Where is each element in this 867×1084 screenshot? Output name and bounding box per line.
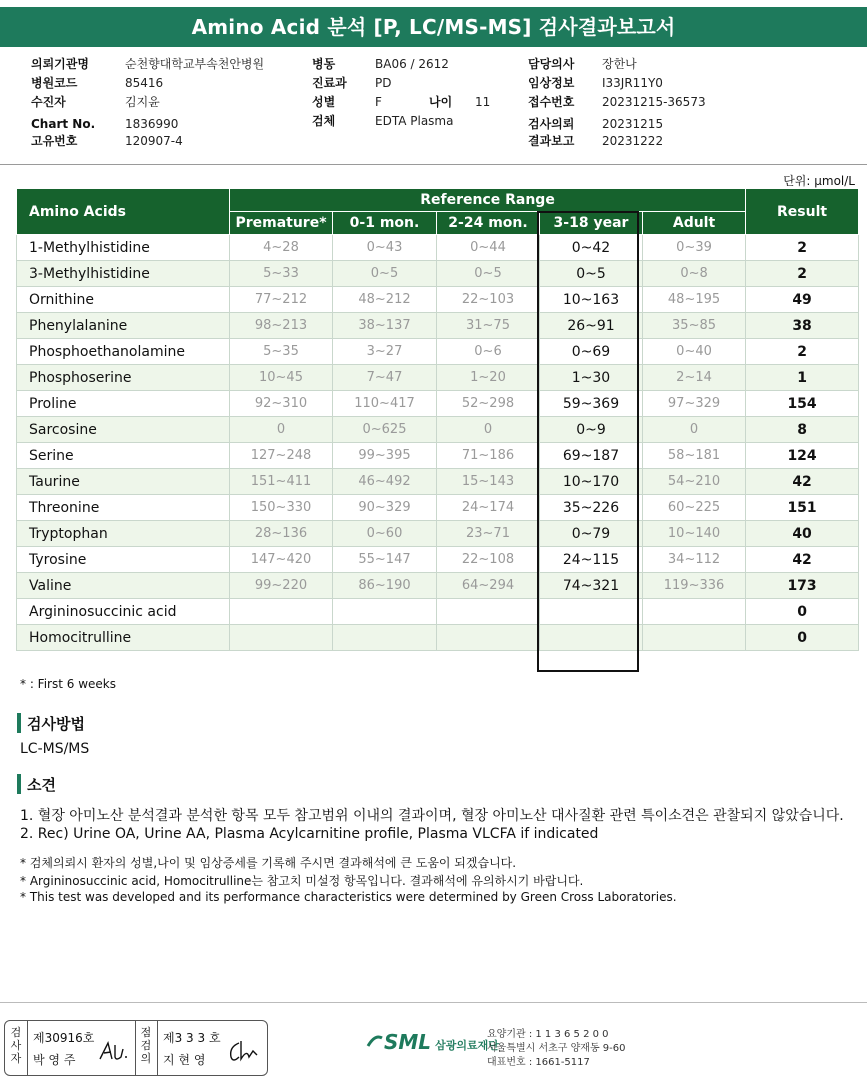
info-label: Chart No. [31,117,96,131]
footer-divider [0,1002,867,1003]
table-row [17,599,859,625]
ref-3-18-year: 1~30 [540,365,643,391]
ref-0-1-mon: 38~137 [333,313,437,339]
method-text: LC-MS/MS [20,741,90,757]
amino-acid-name: Proline [17,391,230,417]
divider [135,1021,136,1075]
range-header-2-24-mon: 2-24 mon. [437,212,540,235]
ref-2-24-mon [437,599,540,625]
info-value: 20231222 [602,134,664,148]
result-value: 8 [746,417,859,443]
ref-3-18-year: 59~369 [540,391,643,417]
info-label: 수진자 [31,95,66,109]
ref-2-24-mon: 22~108 [437,547,540,573]
amino-acid-name: Phosphoserine [17,365,230,391]
table-row [17,287,859,313]
amino-acid-table [16,188,859,651]
ref-0-1-mon: 48~212 [333,287,437,313]
ref-2-24-mon: 31~75 [437,313,540,339]
ref-0-1-mon [333,599,437,625]
checker-name: 지 현 영 [163,1053,206,1067]
ref-3-18-year: 0~5 [540,261,643,287]
result-value: 2 [746,235,859,261]
info-value: F [375,95,382,109]
result-value: 173 [746,573,859,599]
ref-premature: 150~330 [230,495,333,521]
opinion-line: 1. 혈장 아미노산 분석결과 분석한 항목 모두 참고범위 이내의 결과이며, 혈장 아미노산 대사질환 관련 특이소견은 관찰되지 않았습니다. [20,808,844,824]
amino-acid-name: 3-Methylhistidine [17,261,230,287]
table-row [17,235,859,261]
ref-0-1-mon: 0~60 [333,521,437,547]
ref-2-24-mon: 0~44 [437,235,540,261]
ref-2-24-mon: 0~6 [437,339,540,365]
info-value: 장한나 [602,57,637,71]
info-label: 임상정보 [528,76,575,90]
ref-premature: 5~33 [230,261,333,287]
ref-adult: 2~14 [643,365,746,391]
ref-3-18-year: 69~187 [540,443,643,469]
ref-3-18-year [540,625,643,651]
ref-3-18-year: 0~79 [540,521,643,547]
ref-2-24-mon: 15~143 [437,469,540,495]
info-value: 김지윤 [125,95,160,109]
lab-logo-icon [366,1032,384,1052]
age-label: 나이 [429,95,453,109]
ref-2-24-mon: 0~5 [437,261,540,287]
result-value: 0 [746,599,859,625]
info-value: 1836990 [125,117,179,131]
result-value: 42 [746,547,859,573]
table-row [17,417,859,443]
ref-adult: 97~329 [643,391,746,417]
ref-2-24-mon: 52~298 [437,391,540,417]
result-value: 40 [746,521,859,547]
ref-3-18-year: 74~321 [540,573,643,599]
info-value: EDTA Plasma [375,114,454,128]
ref-adult: 10~140 [643,521,746,547]
ref-2-24-mon: 22~103 [437,287,540,313]
amino-acid-name: Serine [17,443,230,469]
table-row [17,521,859,547]
ref-adult: 0 [643,417,746,443]
note-line: * Argininosuccinic acid, Homocitrulline는 참고치 미설정 항목입니다. 결과해석에 유의하시기 바랍니다. [20,874,584,888]
ref-0-1-mon: 86~190 [333,573,437,599]
ref-2-24-mon: 64~294 [437,573,540,599]
amino-acid-name: Tryptophan [17,521,230,547]
reference-range-header: Reference Range [230,189,746,212]
ref-adult: 0~8 [643,261,746,287]
amino-acid-name: 1-Methylhistidine [17,235,230,261]
ref-3-18-year: 0~9 [540,417,643,443]
ref-0-1-mon: 0~625 [333,417,437,443]
ref-premature: 77~212 [230,287,333,313]
tester-signature [97,1037,131,1065]
ref-adult: 0~39 [643,235,746,261]
opinion-heading-text: 소견 [27,776,56,794]
info-value: 순천향대학교부속천안병원 [125,57,265,71]
table-row [17,495,859,521]
amino-acid-name: Homocitrulline [17,625,230,651]
checker-signature [227,1037,263,1065]
ref-premature: 4~28 [230,235,333,261]
amino-acid-name: Taurine [17,469,230,495]
ref-adult: 34~112 [643,547,746,573]
ref-premature: 98~213 [230,313,333,339]
ref-adult: 58~181 [643,443,746,469]
ref-premature: 92~310 [230,391,333,417]
info-value: BA06 / 2612 [375,57,449,71]
result-value: 2 [746,339,859,365]
footnote: * : First 6 weeks [20,677,116,691]
lab-logo [366,1030,499,1054]
ref-2-24-mon: 1~20 [437,365,540,391]
result-value: 49 [746,287,859,313]
ref-2-24-mon: 23~71 [437,521,540,547]
ref-3-18-year: 0~69 [540,339,643,365]
table-row [17,469,859,495]
method-heading-text: 검사방법 [27,715,85,733]
ref-3-18-year: 35~226 [540,495,643,521]
result-header: Result [746,189,859,235]
ref-premature: 5~35 [230,339,333,365]
ref-premature: 99~220 [230,573,333,599]
table-row [17,261,859,287]
table-row [17,339,859,365]
ref-3-18-year: 0~42 [540,235,643,261]
info-value: I33JR11Y0 [602,76,663,90]
amino-acid-name: Ornithine [17,287,230,313]
opinion-line: 2. Rec) Urine OA, Urine AA, Plasma Acylcarnitine profile, Plasma VLCFA if indicated [20,826,599,842]
amino-acids-header: Amino Acids [17,189,230,235]
table-row [17,391,859,417]
ref-premature: 0 [230,417,333,443]
ref-2-24-mon: 71~186 [437,443,540,469]
table-row [17,547,859,573]
info-label: 결과보고 [528,134,575,148]
ref-premature: 28~136 [230,521,333,547]
info-label: 검사의뢰 [528,117,575,131]
opinion-heading [17,774,56,795]
ref-adult [643,625,746,651]
table-row [17,365,859,391]
divider [27,1021,28,1075]
info-value: 85416 [125,76,164,90]
signature-box [4,1020,268,1076]
amino-acid-name: Phenylalanine [17,313,230,339]
tester-name: 박 영 주 [33,1053,76,1067]
result-value: 0 [746,625,859,651]
lab-name: 삼광의료재단 [435,1039,499,1052]
info-label: 성별 [312,95,336,109]
ref-0-1-mon: 0~43 [333,235,437,261]
ref-3-18-year: 24~115 [540,547,643,573]
ref-2-24-mon: 24~174 [437,495,540,521]
amino-acid-name: Tyrosine [17,547,230,573]
section-bar [17,713,21,733]
amino-acid-name: Phosphoethanolamine [17,339,230,365]
ref-0-1-mon: 99~395 [333,443,437,469]
ref-adult: 60~225 [643,495,746,521]
tester-label [8,1026,24,1065]
unit-label: 단위: μmol/L [783,174,855,188]
ref-premature: 151~411 [230,469,333,495]
divider [0,164,867,165]
ref-3-18-year: 26~91 [540,313,643,339]
info-label: 의뢰기관명 [31,57,89,71]
ref-0-1-mon: 90~329 [333,495,437,521]
checker-label [138,1026,154,1065]
ref-0-1-mon: 110~417 [333,391,437,417]
ref-0-1-mon: 46~492 [333,469,437,495]
table-row [17,313,859,339]
ref-premature: 10~45 [230,365,333,391]
range-header-premature: Premature* [230,212,333,235]
ref-premature [230,599,333,625]
lab-address: 서울특별시 서초구 양재동 9-60 [487,1043,626,1054]
info-label: 고유번호 [31,134,78,148]
ref-2-24-mon [437,625,540,651]
ref-0-1-mon: 3~27 [333,339,437,365]
ref-2-24-mon: 0 [437,417,540,443]
info-value: 20231215-36573 [602,95,706,109]
checker-number: 제3 3 3 호 [163,1031,221,1045]
info-label: 병원코드 [31,76,78,90]
report-title: Amino Acid 분석 [P, LC/MS-MS] 검사결과보고서 [0,7,867,47]
result-value: 124 [746,443,859,469]
note-line: * This test was developed and its performance characteristics were determined by Green Cross Laboratories. [20,890,677,904]
amino-acid-name: Sarcosine [17,417,230,443]
divider [157,1021,158,1075]
ref-adult: 119~336 [643,573,746,599]
tester-label-text: 검 사 자 [10,1026,22,1065]
info-value: 120907-4 [125,134,183,148]
range-header-0-1-mon: 0-1 mon. [333,212,437,235]
ref-adult: 54~210 [643,469,746,495]
info-label: 병동 [312,57,336,71]
amino-acid-name: Argininosuccinic acid [17,599,230,625]
table-row [17,625,859,651]
lab-code: 요양기관 : 1 1 3 6 5 2 0 0 [487,1029,609,1040]
amino-acid-name: Threonine [17,495,230,521]
result-value: 151 [746,495,859,521]
ref-0-1-mon: 0~5 [333,261,437,287]
ref-premature: 127~248 [230,443,333,469]
ref-3-18-year: 10~163 [540,287,643,313]
ref-premature: 147~420 [230,547,333,573]
result-value: 42 [746,469,859,495]
ref-adult: 48~195 [643,287,746,313]
note-line: * 검체의뢰시 환자의 성별,나이 및 임상증세를 기록해 주시면 결과해석에 큰 도움이 되겠습니다. [20,856,517,870]
info-label: 검체 [312,114,336,128]
ref-adult: 0~40 [643,339,746,365]
result-value: 154 [746,391,859,417]
info-value: 20231215 [602,117,664,131]
method-heading [17,713,85,734]
ref-adult [643,599,746,625]
table-row [17,573,859,599]
lab-logo-text: SML [384,1030,432,1054]
ref-0-1-mon: 7~47 [333,365,437,391]
lab-phone: 대표번호 : 1661-5117 [487,1057,590,1068]
ref-0-1-mon: 55~147 [333,547,437,573]
range-header-adult: Adult [643,212,746,235]
info-value: PD [375,76,392,90]
range-header-3-18-year: 3-18 year [540,212,643,235]
age-value: 11 [475,95,491,109]
section-bar [17,774,21,794]
ref-premature [230,625,333,651]
ref-0-1-mon [333,625,437,651]
result-value: 1 [746,365,859,391]
table-row [17,443,859,469]
ref-adult: 35~85 [643,313,746,339]
checker-label-text: 점 검 의 [140,1026,152,1065]
result-value: 38 [746,313,859,339]
tester-number: 제30916호 [33,1031,95,1045]
info-label: 담당의사 [528,57,575,71]
info-label: 접수번호 [528,95,575,109]
result-value: 2 [746,261,859,287]
amino-acid-name: Valine [17,573,230,599]
info-label: 진료과 [312,76,347,90]
ref-3-18-year: 10~170 [540,469,643,495]
lab-info [487,1028,626,1070]
ref-3-18-year [540,599,643,625]
